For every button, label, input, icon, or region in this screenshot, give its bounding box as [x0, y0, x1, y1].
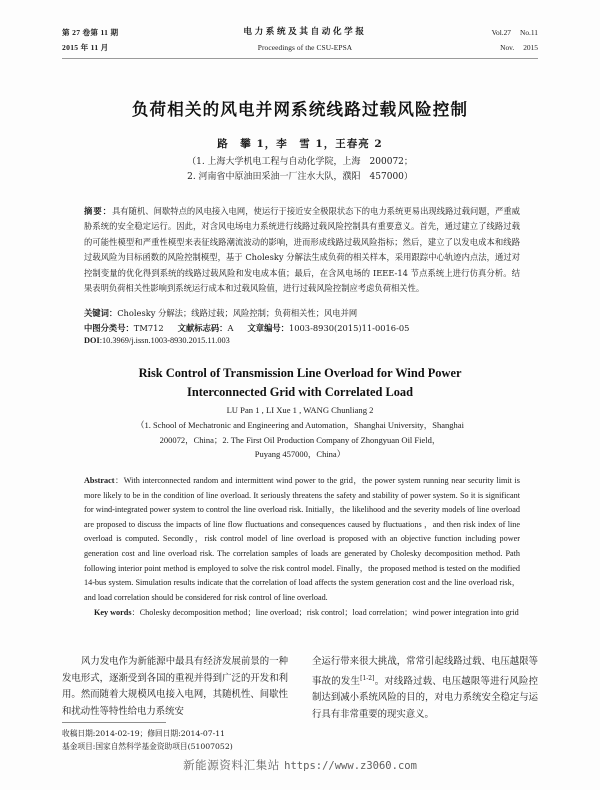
doi-value: :10.3969/j.issn.1003-8930.2015.11.003 [99, 336, 230, 345]
body-right-part-a: 全运行带来很大挑战，常常引起线路过载、电压越 [312, 656, 520, 667]
body-paragraph-left: 风力发电作为新能源中最具有经济发展前景的一种发电形式，逐渐受到各国的重视并得到广泛的开发和利用。然而随着大规模风电接入电网，其随机性、间歇性和扰动性等特性给电力系统安 [62, 656, 288, 717]
affiliation-cn-1: （1. 上海大学机电工程与自动化学院，上海 200072； [187, 157, 413, 167]
abstract-en [84, 474, 520, 605]
masthead-right [492, 26, 538, 54]
year-label-en: 2015 [523, 43, 538, 52]
document-code-label: 文献标志码： [177, 323, 228, 333]
affiliation-en-2: 200072，China；2. The First Oil Production Company of Zhongyuan Oil Field， [159, 434, 441, 445]
issue-date-cn: 2015 年 11 月 [62, 43, 109, 52]
page-title-cn: 负荷相关的风电并网系统线路过载风险控制 [131, 100, 469, 119]
page-title-en [92, 364, 508, 402]
clc-label: 中图分类号： [84, 323, 134, 333]
journal-title-en: Proceedings of the CSU-EPSA [257, 43, 353, 52]
affiliations-cn [62, 155, 538, 184]
keywords-label-cn: 关键词： [84, 308, 118, 318]
watermark-site-name: 新能源资料汇集站 [183, 758, 280, 772]
body-right-part-b: 限等事故的发生 [312, 656, 538, 687]
keywords-text-cn: Cholesky 分解法；线路过载；风险控制；负荷相关性；风电并网 [117, 308, 358, 318]
abstract-label-cn: 摘要： [84, 206, 112, 216]
affiliation-cn-2: 2. 河南省中原油田采油一厂注水大队，濮阳 457000） [187, 171, 413, 182]
watermark [0, 757, 600, 773]
article-number-value: 1003-8930(2015)11-0016-05 [288, 323, 410, 333]
body-column-right [312, 654, 538, 724]
volume-label: Vol.27 [491, 28, 511, 37]
masthead-divider [62, 58, 538, 59]
keywords-en [84, 606, 520, 621]
abstract-text-cn: 具有随机、间歇特点的风电接入电网，使运行于接近安全极限状态下的电力系统更易出现线路过载问题，严重威胁系统的安全稳定运行。因此，对含风电场电力系统进行线路过载风险控制具有重要意义。首先，通过建立了线路过载的可能性模型和严重性模型来表征线路潮流波动的影响，进而形成线路过载风险指标；然后，建立了以发电成本和线路过载风险为目标函数的风险控制模型，基于 Cholesky 分解法生成负荷的相关样本，采用跟踪中心轨迹内点法，通过对控制变量的优化得到系统的线路过载风险和发电成本值；最后，在含风电场的 IEEE-14 节点系统上进行仿真分析。结果表明负荷相关性影响到系统运行成本和过载风险值，进行过载风险控制应考虑负荷相关性。 [84, 206, 520, 294]
abstract-text-en: ：With interconnected random and intermittent wind power to the grid，the power system running near security limit is more likely to be in the condition of line overload. It seriously threatens the safety and stability of power system. So it is significant for wind-integrated power system to control the line overload risk. Initially，the likelihood and the severity models of line overload are proposed to discuss the impacts of line flow fluctuations and consequences caused by fluctuations ，and then risk index of line overload is computed. Secondly，risk control model of line overload is proposed with an objective function including power generation cost and line overload risk. The correlation samples of loads are generated by Cholesky decomposition method. Path following interior point method is employed to solve the risk control model. Finally，the proposed method is tested on the modified 14-bus system. Simulation results indicate that the correlation of load affects the system generation cost and the line overload risk，and load correlation should be considered for risk control of line overload. [84, 476, 520, 602]
watermark-url: https://www.z3060.com [284, 760, 417, 772]
keywords-label-en: Key words [94, 608, 132, 617]
affiliation-en-3: Puyang 457000，China） [254, 449, 346, 459]
body-paragraph-right [312, 654, 538, 724]
doi-line [84, 336, 520, 345]
title-en-line-1: Risk Control of Transmission Line Overload for Wind Power [138, 366, 462, 380]
body-right-part-c: 。对线路过载、电压越限等进行风险控制达到减小系统风险的目的，对电力系统安全稳定与运行具有非常重要的现实意义。 [312, 675, 538, 720]
number-label: No.11 [520, 28, 538, 37]
article-number-label: 文章编号： [247, 323, 289, 333]
keywords-cn [84, 306, 520, 321]
keywords-text-en: ：Cholesky decomposition method；line overload；risk control；load correlation；wind power integration into grid [131, 608, 519, 617]
document-code-value: A [227, 323, 234, 333]
abstract-label-en: Abstract [84, 476, 115, 485]
abstract-cn [84, 204, 520, 296]
body-columns [62, 654, 538, 724]
journal-title-cn: 电力系统及其自动化学报 [243, 27, 367, 37]
affiliation-en-1: （1. School of Mechatronic and Engineering and Automation，Shanghai University，Shanghai [136, 420, 464, 430]
masthead [62, 26, 538, 54]
authors-en: LU Pan 1 , LI Xue 1 , WANG Chunliang 2 [226, 405, 374, 415]
body-column-left [62, 654, 288, 724]
clc-value: TM712 [133, 323, 164, 333]
masthead-center [118, 26, 491, 54]
masthead-left [62, 26, 118, 54]
footnote-block [62, 728, 362, 753]
classification-line [84, 321, 520, 336]
month-label-en: Nov. [500, 43, 515, 52]
affiliations-en [92, 418, 508, 462]
received-date: 收稿日期:2014-02-19；修回日期:2014-07-11 [62, 729, 226, 738]
footnote-divider [62, 722, 166, 723]
volume-issue: 第 27 卷第 11 期 [62, 28, 119, 37]
doi-label: DOI [84, 336, 100, 345]
title-en-line-2: Interconnected Grid with Correlated Load [187, 385, 413, 399]
funding-project: 基金项目:国家自然科学基金资助项目(51007052) [62, 741, 233, 751]
citation-reference: [1-2] [360, 674, 375, 682]
authors-cn: 路 攀 1，李 雪 1，王春亮 2 [217, 138, 383, 150]
